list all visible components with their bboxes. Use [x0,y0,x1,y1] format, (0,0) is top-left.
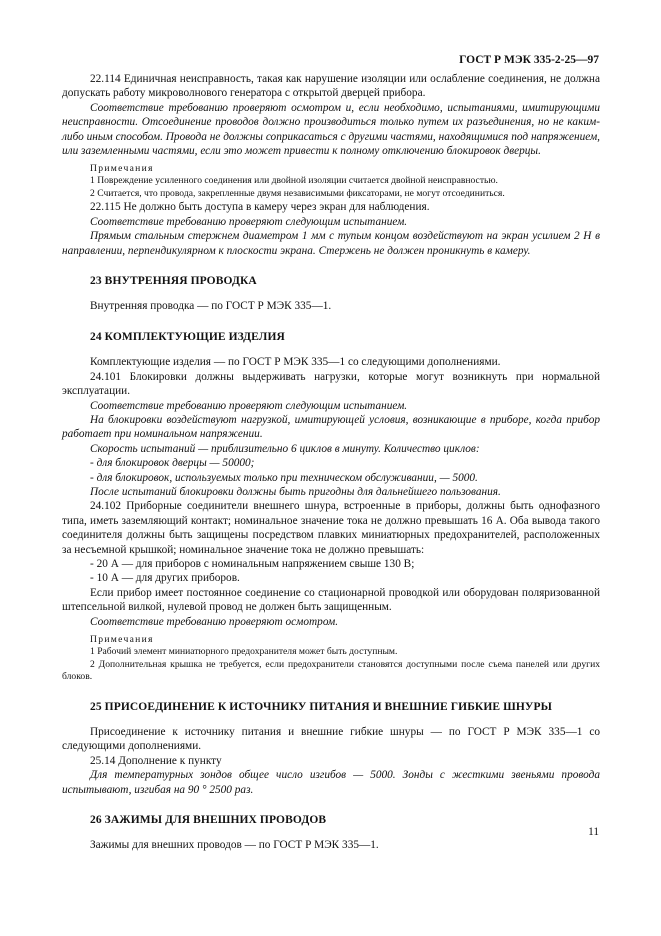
notes-title: Примечания [90,634,154,645]
clause-22-114-check: Соответствие требованию проверяют осмотром и, если необходимо, испытаниями, имитирующими неисправности. Отсоединение проводов должно производиться только путем их разъединения, но не каким-либо иным способом. Провода не должны соприкасаться с другими частями, находящимися под напряжением, или заземленными частями, если это может привести к полному отключению блокировок дверцы. [62,101,600,158]
clause-24-102: 24.102 Приборные соединители внешнего шнура, встроенные в приборы, должны быть однофазного типа, иметь заземляющий контакт; номинальное значение тока не должно превышать 16 А. Оба вывода такого соединителя должны быть защищены посредством плавких миниатюрных предохранителей, расположенных за несъемной крышкой; номинальное значение тока не должно превышать: [62,500,600,556]
section-24-intro: Комплектующие изделия — по ГОСТ Р МЭК 335—1 со следующими дополнениями. [90,356,501,369]
note-item: 2 Дополнительная крышка не требуется, если предохранители становятся доступными после съема панелей или других блоков. [62,658,600,682]
note-item: 1 Рабочий элемент миниатюрного предохранителя может быть доступным. [90,646,398,657]
clause-22-114: 22.114 Единичная неисправность, такая как нарушение изоляции или ослабление соединения, не должна допускать работу микроволнового генератора с открытой дверцей прибора. [62,73,600,100]
clause-22-115: 22.115 Не должно быть доступа в камеру через экран для наблюдения. [90,201,430,214]
section-heading-24: 24 КОМПЛЕКТУЮЩИЕ ИЗДЕЛИЯ [90,330,285,343]
list-item: - для блокировок дверцы — 50000; [90,457,255,470]
clause-25-14-text: Для температурных зондов общее число изгибов — 5000. Зонды с жесткими звеньями провода испытывают, изгибая на 90 ° 2500 раз. [62,769,600,796]
clause-24-101-test: На блокировки воздействуют нагрузкой, имитирующей условия, возникающие в приборе, когда прибор работает при номинальном напряжении. [62,413,600,441]
clause-22-115-check: Соответствие требованию проверяют следующим испытанием. [90,215,408,228]
notes-title: Примечания [90,163,154,175]
section-heading-23: 23 ВНУТРЕННЯЯ ПРОВОДКА [90,275,257,288]
running-header: ГОСТ Р МЭК 335-2-25—97 [459,54,599,66]
section-heading-26: 26 ЗАЖИМЫ ДЛЯ ВНЕШНИХ ПРОВОДОВ [90,813,327,826]
clause-24-102-more: Если прибор имеет постоянное соединение со стационарной проводкой или оборудован поляризованной штепсельной вилкой, нулевой провод не должен быть защищенным. [62,586,600,614]
clause-24-101-after: После испытаний блокировки должны быть пригодны для дальнейшего пользования. [90,485,501,498]
note-item: 2 Считается, что провода, закрепленные двумя независимыми фиксаторами, не могут отсоединиться. [90,187,505,199]
clause-24-101-check: Соответствие требованию проверяют следующим испытанием. [90,399,408,412]
clause-24-102-check: Соответствие требованию проверяют осмотром. [90,615,339,628]
section-25-intro: Присоединение к источнику питания и внешние гибкие шнуры — по ГОСТ Р МЭК 335—1 со следующими дополнениями. [62,725,600,753]
list-item: - 10 А — для других приборов. [90,572,240,585]
clause-24-101-speed: Скорость испытаний — приблизительно 6 циклов в минуту. Количество циклов: [90,442,480,455]
note-item: 1 Повреждение усиленного соединения или двойной изоляции считается двойной неисправностью. [90,175,498,187]
section-26-text: Зажимы для внешних проводов — по ГОСТ Р МЭК 335—1. [90,839,379,852]
page-content [62,72,600,853]
list-item: - 20 А — для приборов с номинальным напряжением свыше 130 В; [90,557,415,570]
clause-22-115-test: Прямым стальным стержнем диаметром 1 мм с тупым концом воздействуют на экран усилием 2 Н в направлении, перпендикулярном к плоскости экрана. Стержень не должен проникнуть в камеру. [62,230,600,257]
list-item: - для блокировок, используемых только при техническом обслуживании, — 5000. [90,471,478,484]
section-heading-25: 25 ПРИСОЕДИНЕНИЕ К ИСТОЧНИКУ ПИТАНИЯ И ВНЕШНИЕ ГИБКИЕ ШНУРЫ [90,700,552,713]
clause-24-101: 24.101 Блокировки должны выдерживать нагрузки, которые могут возникнуть при нормальной эксплуатации. [62,370,600,398]
section-23-text: Внутренняя проводка — по ГОСТ Р МЭК 335—1. [90,300,332,313]
page-number: 11 [588,826,599,838]
clause-25-14: 25.14 Дополнение к пункту [90,754,222,767]
